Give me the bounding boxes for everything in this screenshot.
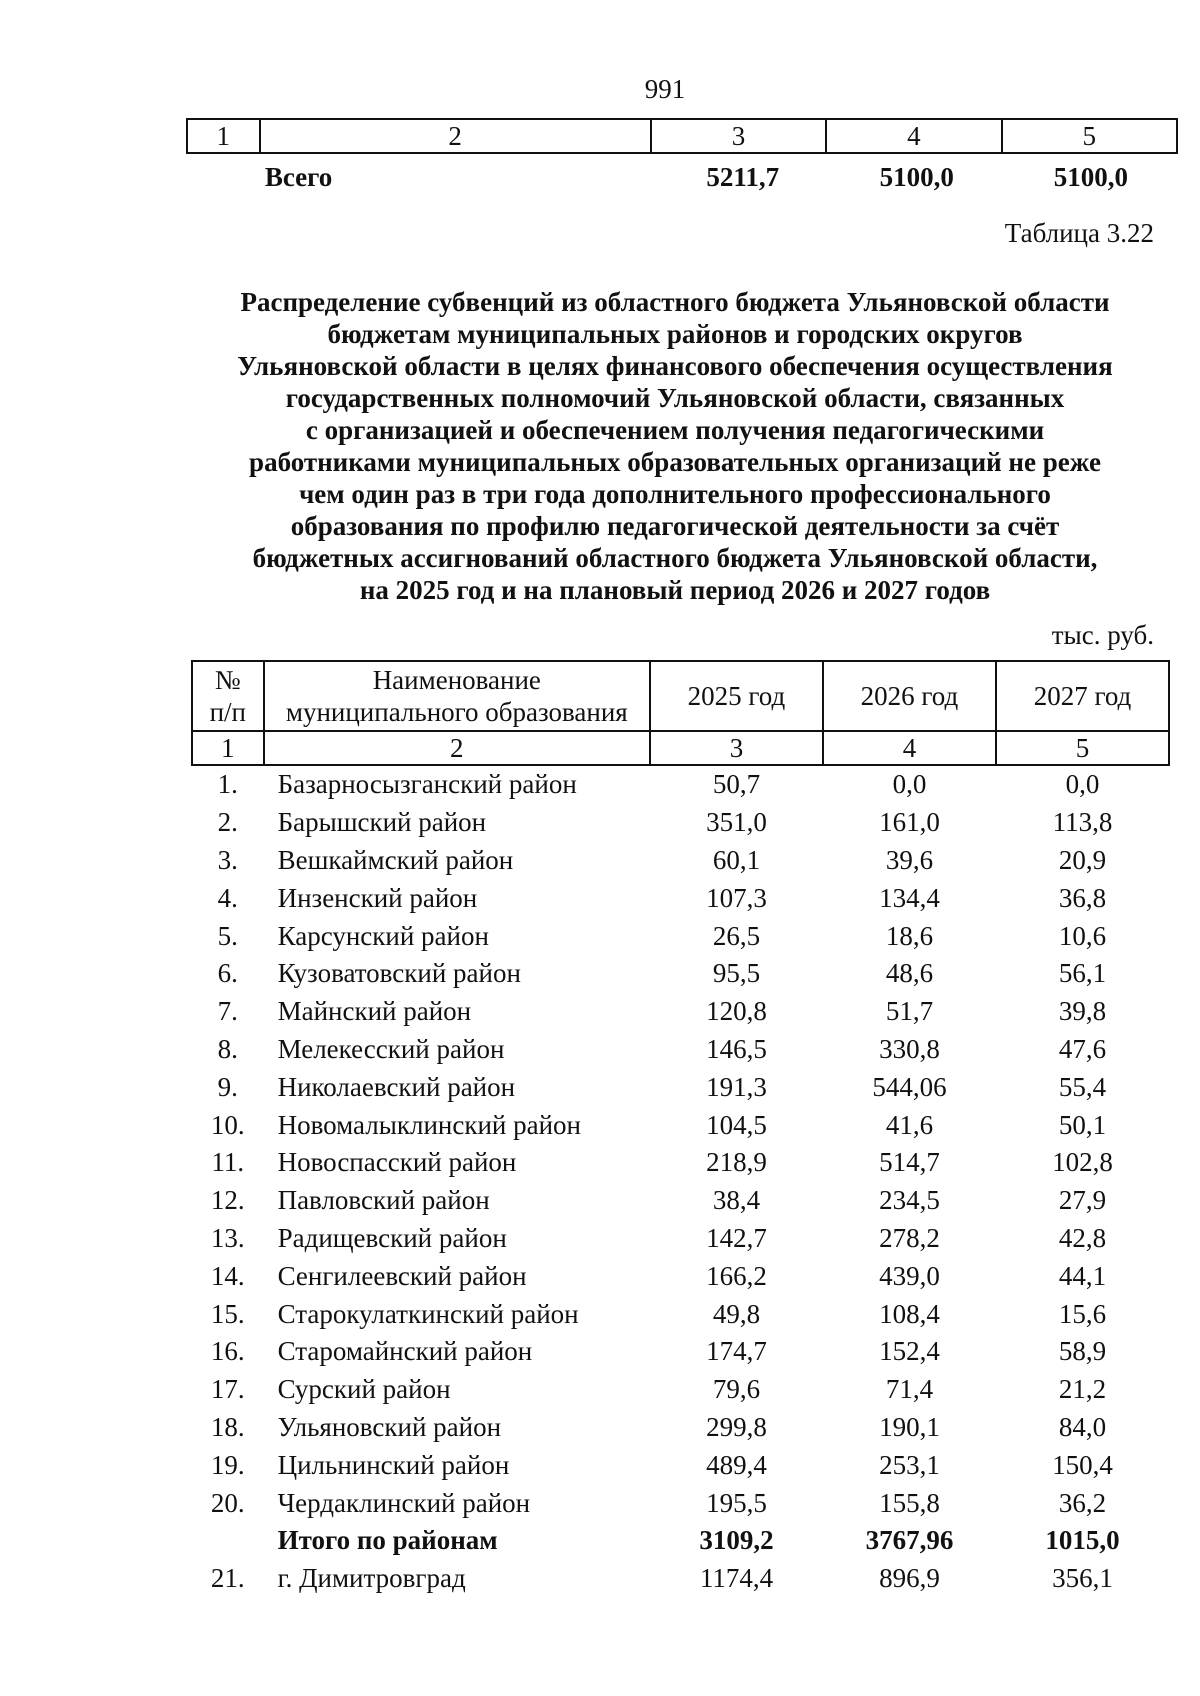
row-value-2025: 26,5	[712, 920, 761, 951]
prev-col-number-4: 4	[826, 119, 1001, 153]
row-number: 4.	[217, 882, 238, 913]
title-line: государственных полномочий Ульяновской области, связанных	[285, 383, 1065, 413]
document-title	[200, 286, 1150, 606]
row-value-2026: 51,7	[885, 996, 934, 1027]
row-value-2027: 113,8	[1052, 807, 1113, 838]
row-value-2025: 166,2	[706, 1260, 767, 1291]
row-number: 5.	[217, 920, 238, 951]
table-row	[192, 1446, 1169, 1484]
row-value-2026: 155,8	[879, 1487, 940, 1518]
row-value-2026: 514,7	[879, 1147, 940, 1178]
header-2026: 2026 год	[823, 661, 996, 731]
table-row	[192, 993, 1169, 1031]
table-row	[192, 1031, 1169, 1069]
row-value-2027: 39,8	[1058, 996, 1107, 1027]
subventions-table	[191, 660, 1170, 1598]
col-number: 1	[192, 731, 264, 765]
row-value-2026: 439,0	[879, 1260, 940, 1291]
row-value-2026: 152,4	[879, 1336, 940, 1367]
table-row	[192, 1068, 1169, 1106]
row-value-2027: 150,4	[1052, 1449, 1113, 1480]
row-value-2027: 102,8	[1052, 1147, 1113, 1178]
row-value-2026: 3767,96	[865, 1525, 954, 1556]
row-value-2027: 15,6	[1058, 1298, 1107, 1329]
row-value-2026: 39,6	[885, 844, 934, 875]
row-value-2025: 79,6	[712, 1374, 761, 1405]
row-value-2025: 174,7	[706, 1336, 767, 1367]
row-value-2025: 95,5	[712, 958, 761, 989]
row-number: 21.	[210, 1563, 245, 1594]
row-value-2027: 55,4	[1058, 1071, 1107, 1102]
row-name: Чердаклинский район	[277, 1487, 531, 1518]
row-number: 6.	[217, 958, 238, 989]
row-value-2027: 10,6	[1058, 920, 1107, 951]
row-value-2027: 21,2	[1058, 1374, 1107, 1405]
total-value-2027: 5100,0	[1053, 161, 1129, 192]
row-value-2025: 195,5	[706, 1487, 767, 1518]
row-number: 12.	[210, 1185, 245, 1216]
row-value-2026: 134,4	[879, 882, 940, 913]
row-name: Майнский район	[277, 996, 472, 1027]
page-number: 991	[644, 74, 686, 104]
row-name: Базарносызганский район	[277, 769, 577, 800]
row-name: Сурский район	[277, 1374, 451, 1405]
row-value-2027: 0,0	[1065, 769, 1100, 800]
row-name: Вешкаймский район	[277, 844, 514, 875]
row-value-2026: 161,0	[879, 807, 940, 838]
row-number: 16.	[210, 1336, 245, 1367]
row-number: 17.	[210, 1374, 245, 1405]
row-value-2026: 71,4	[885, 1374, 934, 1405]
table-row	[192, 1295, 1169, 1333]
row-value-2025: 489,4	[706, 1449, 767, 1480]
row-value-2027: 356,1	[1052, 1563, 1113, 1594]
row-value-2026: 253,1	[879, 1449, 940, 1480]
table-row	[192, 1409, 1169, 1447]
row-name: Старомайнский район	[277, 1336, 533, 1367]
row-name: Мелекесский район	[277, 1033, 505, 1064]
row-number: 14.	[210, 1260, 245, 1291]
row-value-2027: 56,1	[1058, 958, 1107, 989]
title-line: работниками муниципальных образовательных организаций не реже	[249, 447, 1101, 477]
row-name: Цильнинский район	[277, 1449, 510, 1480]
row-name: Павловский район	[277, 1185, 490, 1216]
row-number: 3.	[217, 844, 238, 875]
table-row	[192, 1257, 1169, 1295]
row-number	[192, 1522, 264, 1560]
table-row	[192, 765, 1169, 804]
title-line: бюджетных ассигнований областного бюджета Ульяновской области,	[252, 543, 1098, 573]
row-value-2025: 104,5	[706, 1109, 767, 1140]
row-value-2025: 3109,2	[699, 1525, 774, 1556]
row-value-2025: 49,8	[712, 1298, 761, 1329]
row-value-2026: 278,2	[879, 1222, 940, 1253]
row-value-2026: 41,6	[885, 1109, 934, 1140]
total-value-2025: 5211,7	[706, 161, 780, 192]
table-row	[192, 804, 1169, 842]
table-row	[192, 1220, 1169, 1258]
previous-table-header	[186, 118, 1178, 154]
row-value-2025: 299,8	[706, 1411, 767, 1442]
subtotal-row	[192, 1522, 1169, 1560]
table-body	[192, 765, 1169, 1598]
col-number: 4	[823, 731, 996, 765]
row-number: 18.	[210, 1411, 245, 1442]
table-row	[192, 879, 1169, 917]
col-number: 3	[650, 731, 823, 765]
row-value-2027: 84,0	[1058, 1411, 1107, 1442]
row-value-2027: 42,8	[1058, 1222, 1107, 1253]
row-number: 8.	[217, 1033, 238, 1064]
row-value-2026: 0,0	[892, 769, 927, 800]
row-value-2026: 330,8	[879, 1033, 940, 1064]
table-row	[192, 955, 1169, 993]
row-name: Карсунский район	[277, 920, 489, 951]
row-value-2027: 44,1	[1058, 1260, 1107, 1291]
table-header-row	[192, 661, 1169, 731]
row-number: 2.	[217, 807, 238, 838]
total-label: Всего	[264, 161, 333, 192]
row-name: Радищевский район	[277, 1222, 507, 1253]
table-row	[192, 1560, 1169, 1598]
header-number: № п/п	[192, 661, 264, 731]
title-line: с организацией и обеспечением получения педагогическими	[305, 415, 1045, 445]
title-line: Распределение субвенций из областного бюджета Ульяновской области	[240, 287, 1110, 317]
row-value-2025: 142,7	[706, 1222, 767, 1253]
row-number: 19.	[210, 1449, 245, 1480]
col-number: 5	[996, 731, 1169, 765]
row-value-2027: 1015,0	[1045, 1525, 1120, 1556]
row-number: 11.	[211, 1147, 245, 1178]
table-row	[192, 1106, 1169, 1144]
col-number: 2	[264, 731, 650, 765]
row-value-2027: 27,9	[1058, 1185, 1107, 1216]
title-line: чем один раз в три года дополнительного профессионального	[299, 479, 1051, 509]
row-value-2026: 18,6	[885, 920, 934, 951]
title-line: на 2025 год и на плановый период 2026 и 2027 годов	[359, 575, 991, 605]
prev-col-number-2: 2	[260, 119, 651, 153]
row-name: Ульяновский район	[277, 1411, 502, 1442]
row-value-2025: 146,5	[706, 1033, 767, 1064]
row-name: Инзенский район	[277, 882, 478, 913]
header-2025: 2025 год	[650, 661, 823, 731]
prev-col-number-5: 5	[1002, 119, 1177, 153]
row-value-2027: 36,8	[1058, 882, 1107, 913]
row-value-2025: 60,1	[712, 844, 761, 875]
row-value-2027: 36,2	[1058, 1487, 1107, 1518]
row-value-2025: 120,8	[706, 996, 767, 1027]
column-numbers-row	[192, 731, 1169, 765]
row-value-2026: 190,1	[879, 1411, 940, 1442]
row-value-2027: 47,6	[1058, 1033, 1107, 1064]
row-value-2026: 108,4	[879, 1298, 940, 1329]
row-number: 10.	[210, 1109, 245, 1140]
title-line: Ульяновской области в целях финансового обеспечения осуществления	[237, 351, 1113, 381]
row-value-2025: 50,7	[712, 769, 761, 800]
row-number: 1.	[217, 769, 238, 800]
title-line: бюджетам муниципальных районов и городских округов	[327, 319, 1023, 349]
header-name: Наименование муниципального образования	[264, 661, 650, 731]
row-value-2026: 48,6	[885, 958, 934, 989]
total-value-2026: 5100,0	[879, 161, 954, 192]
row-number: 15.	[210, 1298, 245, 1329]
row-name: Сенгилеевский район	[277, 1260, 527, 1291]
row-value-2025: 107,3	[706, 882, 767, 913]
row-name: Николаевский район	[277, 1071, 516, 1102]
table-row	[192, 1484, 1169, 1522]
row-name: Старокулаткинский район	[277, 1298, 579, 1329]
table-row	[192, 1333, 1169, 1371]
row-value-2025: 218,9	[706, 1147, 767, 1178]
row-number: 13.	[210, 1222, 245, 1253]
row-name: Кузоватовский район	[277, 958, 521, 989]
table-row	[192, 1371, 1169, 1409]
row-value-2026: 544,06	[872, 1071, 947, 1102]
row-value-2026: 896,9	[879, 1563, 940, 1594]
row-value-2025: 191,3	[706, 1071, 767, 1102]
row-number: 9.	[217, 1071, 238, 1102]
units-label: тыс. руб.	[1051, 620, 1154, 650]
title-line: образования по профилю педагогической деятельности за счёт	[290, 511, 1060, 541]
row-value-2027: 58,9	[1058, 1336, 1107, 1367]
table-row	[192, 842, 1169, 880]
row-value-2025: 351,0	[706, 807, 767, 838]
row-value-2027: 20,9	[1058, 844, 1107, 875]
header-2027: 2027 год	[996, 661, 1169, 731]
row-name: г. Димитровград	[277, 1563, 466, 1594]
row-name: Новоспасский район	[277, 1147, 517, 1178]
row-value-2026: 234,5	[879, 1185, 940, 1216]
row-name: Барышский район	[277, 807, 487, 838]
row-number: 7.	[217, 996, 238, 1027]
row-value-2027: 50,1	[1058, 1109, 1107, 1140]
row-value-2025: 38,4	[712, 1185, 761, 1216]
row-number: 20.	[210, 1487, 245, 1518]
row-value-2025: 1174,4	[699, 1563, 774, 1594]
table-label: Таблица 3.22	[1004, 218, 1154, 248]
row-name: Новомалыклинский район	[277, 1109, 581, 1140]
table-row	[192, 1144, 1169, 1182]
prev-col-number-1: 1	[187, 119, 260, 153]
table-row	[192, 1182, 1169, 1220]
table-row	[192, 917, 1169, 955]
row-name: Итого по районам	[277, 1525, 498, 1556]
previous-table-total	[186, 160, 1178, 194]
prev-col-number-3: 3	[651, 119, 826, 153]
